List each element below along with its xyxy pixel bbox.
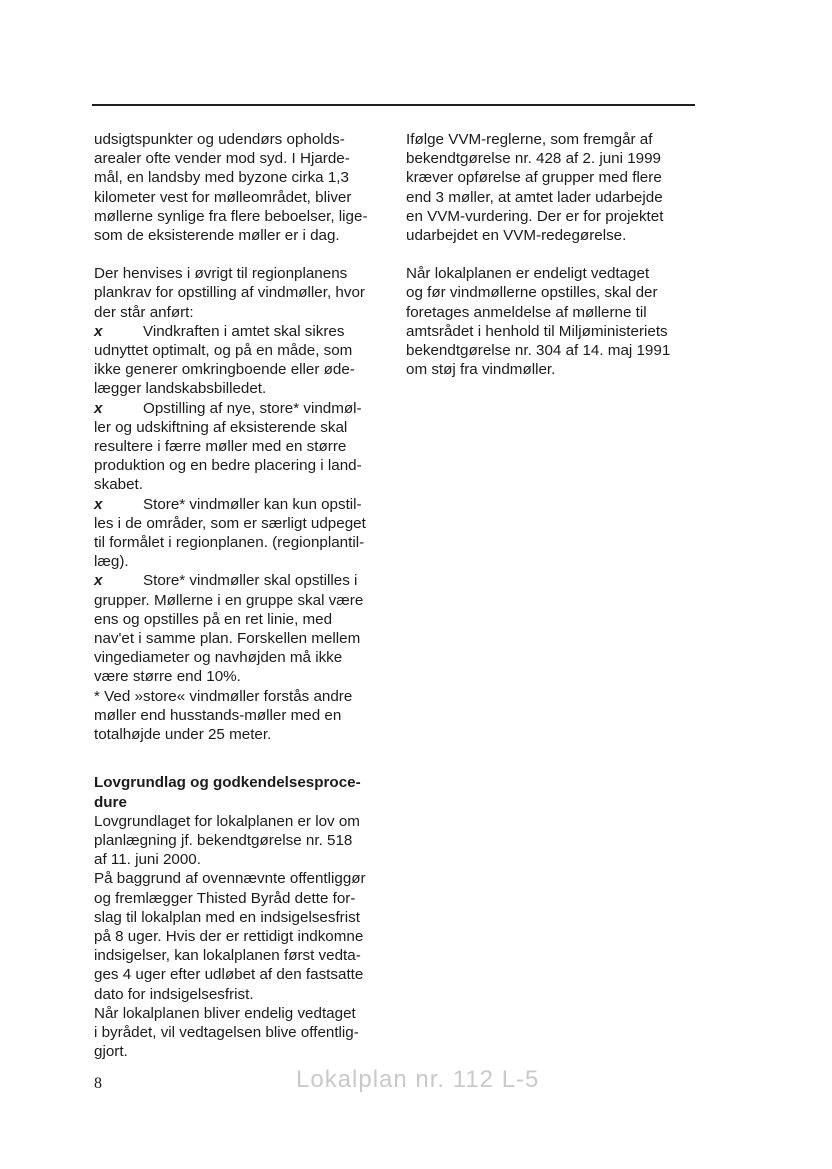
text-line: bekendtgørelse nr. 428 af 2. juni 1999 — [406, 150, 661, 168]
plan-requirements-paragraph — [94, 264, 392, 744]
right-column — [406, 130, 696, 379]
bullet-x-mark: x — [94, 322, 103, 340]
bullet-item — [94, 496, 362, 513]
text-line: slag til lokalplan med en indsigelsesfrist — [94, 908, 360, 926]
text-line: nav'et i samme plan. Forskellen mellem — [94, 630, 361, 648]
left-column — [94, 130, 392, 1061]
text-line: Ifølge VVM-reglerne, som fremgår af — [406, 131, 653, 148]
text-line: produktion og en bedre placering i land- — [94, 457, 362, 475]
text-line: grupper. Møllerne i en gruppe skal være — [94, 591, 364, 609]
text-line: af 11. juni 2000. — [94, 851, 201, 869]
text-line: indsigelser, kan lokalplanen først vedta- — [94, 947, 361, 965]
legal-basis-paragraph — [94, 812, 392, 1062]
text-line: plankrav for opstilling af vindmøller, hvor — [94, 284, 365, 302]
bullet-text: Opstilling af nye, store* vindmøl- — [143, 399, 362, 417]
text-line: om støj fra vindmøller. — [406, 361, 556, 379]
text-line: udnyttet optimalt, og på en måde, som — [94, 342, 353, 360]
intro-paragraph — [94, 130, 392, 245]
text-line: og fremlægger Thisted Byråd dette for- — [94, 889, 356, 907]
footnote-line: møller end husstands-møller med en — [94, 706, 342, 724]
text-line: ikke generer omkringboende eller øde- — [94, 361, 355, 379]
text-line: som de eksisterende møller er i dag. — [94, 227, 340, 245]
text-line: i byrådet, vil vedtagelsen blive offentlig- — [94, 1023, 359, 1041]
text-line: på 8 uger. Hvis der er rettidigt indkomne — [94, 927, 364, 945]
header-rule — [92, 104, 695, 106]
text-line: bekendtgørelse nr. 304 af 14. maj 1991 — [406, 342, 671, 360]
bullet-item — [94, 572, 357, 589]
text-line: udsigtspunkter og udendørs opholds- — [94, 131, 345, 148]
text-line: kræver opførelse af grupper med flere — [406, 169, 662, 187]
text-line: planlægning jf. bekendtgørelse nr. 518 — [94, 831, 353, 849]
text-line: læg). — [94, 553, 129, 571]
text-line: være større end 10%. — [94, 668, 241, 686]
bullet-item — [94, 400, 362, 417]
text-line: vingediameter og navhøjden må ikke — [94, 649, 343, 667]
footnote-line: totalhøjde under 25 meter. — [94, 726, 272, 744]
bullet-text: Vindkraften i amtet skal sikres — [143, 322, 345, 340]
text-line: Når lokalplanen er endeligt vedtaget — [406, 265, 650, 283]
bullet-x-mark: x — [94, 495, 103, 513]
footnote-line: * Ved »store« vindmøller forstås andre — [94, 687, 353, 705]
text-line: arealer ofte vender mod syd. I Hjarde- — [94, 150, 350, 168]
section-heading — [94, 773, 392, 811]
text-line: end 3 møller, at amtet lader udarbejde — [406, 188, 663, 206]
heading-line: Lovgrundlag og godkendelsesproce- — [94, 774, 361, 792]
text-line: dato for indsigelsesfrist. — [94, 985, 254, 1003]
heading-line: dure — [94, 793, 127, 811]
text-line: udarbejdet en VVM-redegørelse. — [406, 227, 627, 245]
text-line: møllerne synlige fra flere beboelser, lige- — [94, 207, 368, 225]
text-line: ler og udskiftning af eksisterende skal — [94, 418, 348, 436]
text-line: skabet. — [94, 476, 143, 494]
text-line: en VVM-vurdering. Der er for projektet — [406, 207, 664, 225]
text-line: lægger landskabsbilledet. — [94, 380, 267, 398]
text-line: og før vindmøllerne opstilles, skal der — [406, 284, 658, 302]
text-line: til formålet i regionplanen. (regionplantil- — [94, 534, 365, 552]
text-line: der står anført: — [94, 303, 194, 321]
text-line: På baggrund af ovennævnte offentliggør — [94, 870, 366, 888]
vvm-paragraph — [406, 130, 696, 245]
text-line: foretages anmeldelse af møllerne til — [406, 303, 647, 321]
text-line: amtsrådet i henhold til Miljøministeriets — [406, 322, 668, 340]
text-line: gjort. — [94, 1043, 128, 1061]
bullet-text: Store* vindmøller skal opstilles i — [143, 572, 358, 590]
footer-title: Lokalplan nr. 112 L-5 — [296, 1066, 540, 1093]
text-line: les i de områder, som er særligt udpeget — [94, 514, 366, 532]
text-line: kilometer vest for mølleområdet, bliver — [94, 188, 352, 206]
bullet-x-mark: x — [94, 572, 103, 590]
page-number: 8 — [94, 1075, 102, 1092]
notification-paragraph — [406, 264, 696, 379]
text-line: resultere i færre møller med en større — [94, 438, 347, 456]
text-line: Der henvises i øvrigt til regionplanens — [94, 265, 348, 283]
bullet-x-mark: x — [94, 399, 103, 417]
text-line: Når lokalplanen bliver endelig vedtaget — [94, 1004, 356, 1022]
text-line: ges 4 uger efter udløbet af den fastsatte — [94, 966, 364, 984]
bullet-item — [94, 323, 344, 340]
bullet-text: Store* vindmøller kan kun opstil- — [143, 495, 362, 513]
text-line: mål, en landsby med byzone cirka 1,3 — [94, 169, 349, 187]
text-line: Lovgrundlaget for lokalplanen er lov om — [94, 812, 360, 830]
text-line: ens og opstilles på en ret linie, med — [94, 610, 333, 628]
